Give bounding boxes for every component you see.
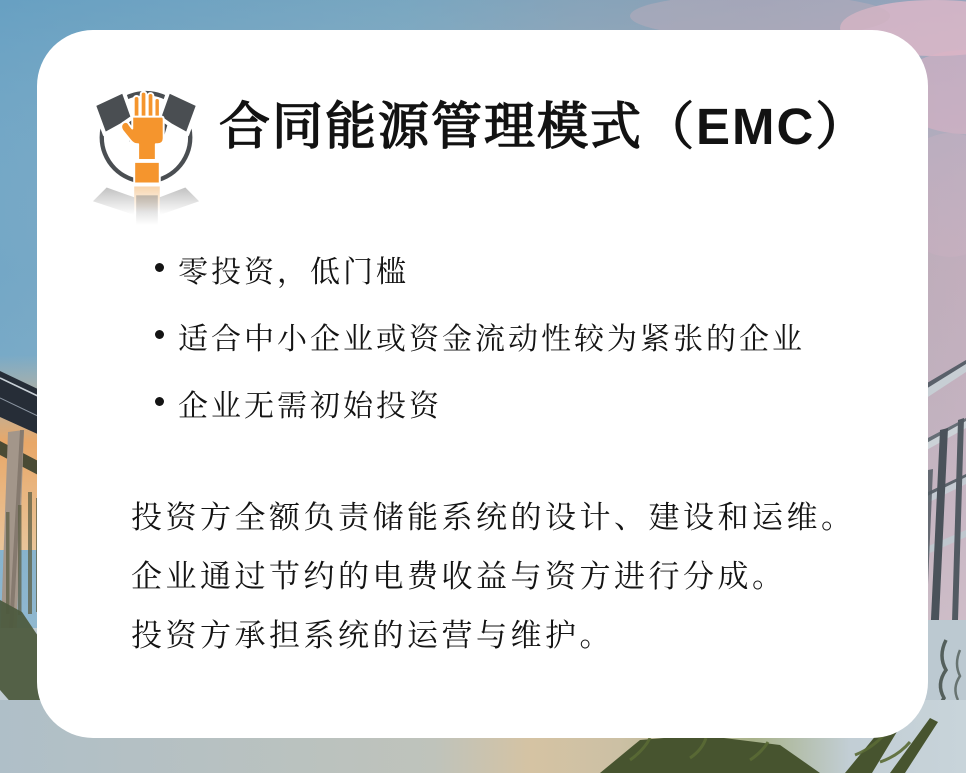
bullet-text: 企业无需初始投资 xyxy=(178,390,442,423)
description-line: 企业通过节约的电费收益与资方进行分成。 xyxy=(131,558,787,594)
bullet-dot-icon xyxy=(155,397,164,406)
page-title: 合同能源管理模式（EMC） xyxy=(219,98,869,155)
bullet-list xyxy=(155,256,875,457)
list-item xyxy=(155,323,875,356)
teamwork-hands-icon xyxy=(87,80,205,232)
description-line: 投资方全额负责储能系统的设计、建设和运维。 xyxy=(131,500,856,535)
bullet-dot-icon xyxy=(155,263,164,272)
list-item xyxy=(155,256,875,289)
bullet-dot-icon xyxy=(155,330,164,339)
bullet-text: 适合中小企业或资金流动性较为紧张的企业 xyxy=(178,323,805,356)
bullet-text: 零投资，低门槛 xyxy=(178,256,409,289)
list-item xyxy=(155,390,875,423)
content-card xyxy=(37,30,928,738)
description-line: 投资方承担系统的运营与维护。 xyxy=(131,617,614,653)
description xyxy=(131,502,911,679)
